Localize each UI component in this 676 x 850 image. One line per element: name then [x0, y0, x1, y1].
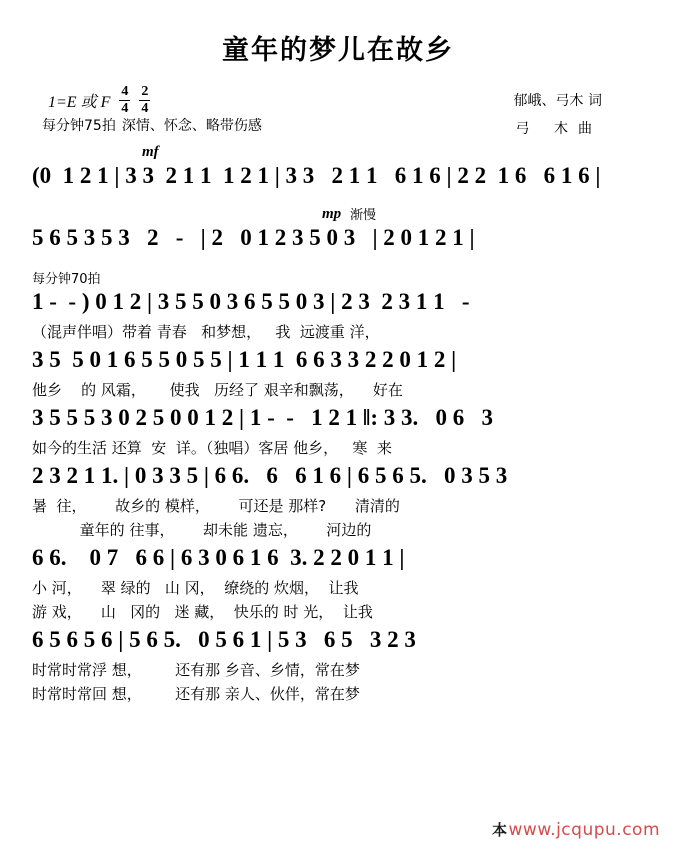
tempo2-row: [32, 267, 676, 287]
music-system-4: [18, 345, 658, 403]
watermark-url: www.jcqupu.com: [508, 820, 660, 840]
dynamic-mp-row: [32, 205, 676, 223]
key-label: 1=E 或 F: [48, 94, 111, 111]
dynamic-mp: mp: [322, 206, 342, 222]
expression-label: 深情、怀念、略带伤感: [121, 118, 262, 134]
notation-line: 3 5 5 0 1 6 5 5 0 5 5 | 1 1 1 6 6 3 3 2 2 0 1 2 |: [32, 347, 457, 372]
tempo-and-expression: [42, 115, 262, 135]
lyrics-line-verse2: 游 戏， 山 冈的 迷 藏， 快乐的 时 光， 让我: [32, 603, 373, 621]
page-title: 童年的梦儿在故乡: [222, 35, 454, 66]
music-system-6: [18, 461, 658, 543]
lyrics-line-verse1: 小 河， 翠 绿的 山 冈， 缭绕的 炊烟， 让我: [32, 579, 359, 597]
tempo-label: 每分钟75拍: [42, 118, 116, 134]
notation-line: 3 5 5 5 3 0 2 5 0 0 1 2 | 1 - - 1 2 1 ‖: 3 3. 0 6 3: [32, 405, 493, 430]
lyrics-line: 如今的生活 还算 安 详。（独唱）客居 他乡， 寒 来: [32, 439, 392, 457]
notation-line: 2 3 2 1 1. | 0 3 3 5 | 6 6. 6 6 1 6 | 6 5 6 5. 0 3 5 3: [32, 463, 508, 488]
watermark-logo: 本: [492, 821, 508, 839]
time-signature-4-4: $\frac{4}{4}$: [121, 84, 129, 116]
dynamic-mf: mf: [142, 144, 159, 160]
rit-label: 渐慢: [350, 208, 377, 223]
lyrics-line-verse2: 童年的 往事， 却未能 遗忘， 河边的: [32, 521, 372, 539]
credit-composer: 弓 木曲: [515, 121, 602, 137]
notation-line: 6 6. 0 7 6 6 | 6 3 0 6 1 6 3. 2 2 0 1 1 |: [32, 545, 405, 570]
dynamic-mf-row: [32, 143, 676, 161]
music-system-2: [18, 223, 658, 267]
notation-line: 1 - - ) 0 1 2 | 3 5 5 0 3 6 5 5 0 3 | 2 3 2 3 1 1 -: [32, 289, 470, 314]
notation-line: 6 5 6 5 6 | 5 6 5. 0 5 6 1 | 5 3 6 5 3 2 3: [32, 627, 416, 652]
lyrics-line-verse1: 时常时常浮 想， 还有那 乡音、乡情，常在梦: [32, 661, 360, 679]
music-system-3: [18, 287, 658, 345]
music-system-8: [18, 625, 658, 707]
music-system-1: [18, 161, 658, 205]
notation-line: 5 6 5 3 5 3 2 - | 2 0 1 2 3 5 0 3 | 2 0 1 2 1 |: [32, 225, 475, 250]
notation-line: (0 1 2 1 | 3 3 2 1 1 1 2 1 | 3 3 2 1 1 6 1 6 | 2 2 1 6 6 1 6 |: [32, 163, 601, 188]
lyrics-line: 他乡 的 风霜， 使我 历经了 艰辛和飘荡， 好在: [32, 381, 403, 399]
header-info: [0, 81, 676, 143]
sheet-music-page: [0, 28, 676, 850]
music-system-7: [18, 543, 658, 625]
lyrics-line-verse1: 暑 往， 故乡的 模样， 可还是 那样? 清清的: [32, 497, 400, 515]
site-watermark: [492, 819, 660, 840]
lyrics-line-verse2: 时常时常回 想， 还有那 亲人、伙伴，常在梦: [32, 685, 360, 703]
credit-lyricist: 郁峨、弓木 词: [513, 93, 602, 109]
credits-block: [514, 87, 602, 143]
key-signature-line: [48, 85, 150, 116]
lyrics-line: （混声伴唱）带着 青春 和梦想， 我 远渡重 洋，: [32, 323, 380, 341]
music-system-5: [18, 403, 658, 461]
time-signature-2-4: $\frac{2}{4}$: [141, 84, 149, 116]
tempo2-label: 每分钟70拍: [32, 272, 101, 287]
